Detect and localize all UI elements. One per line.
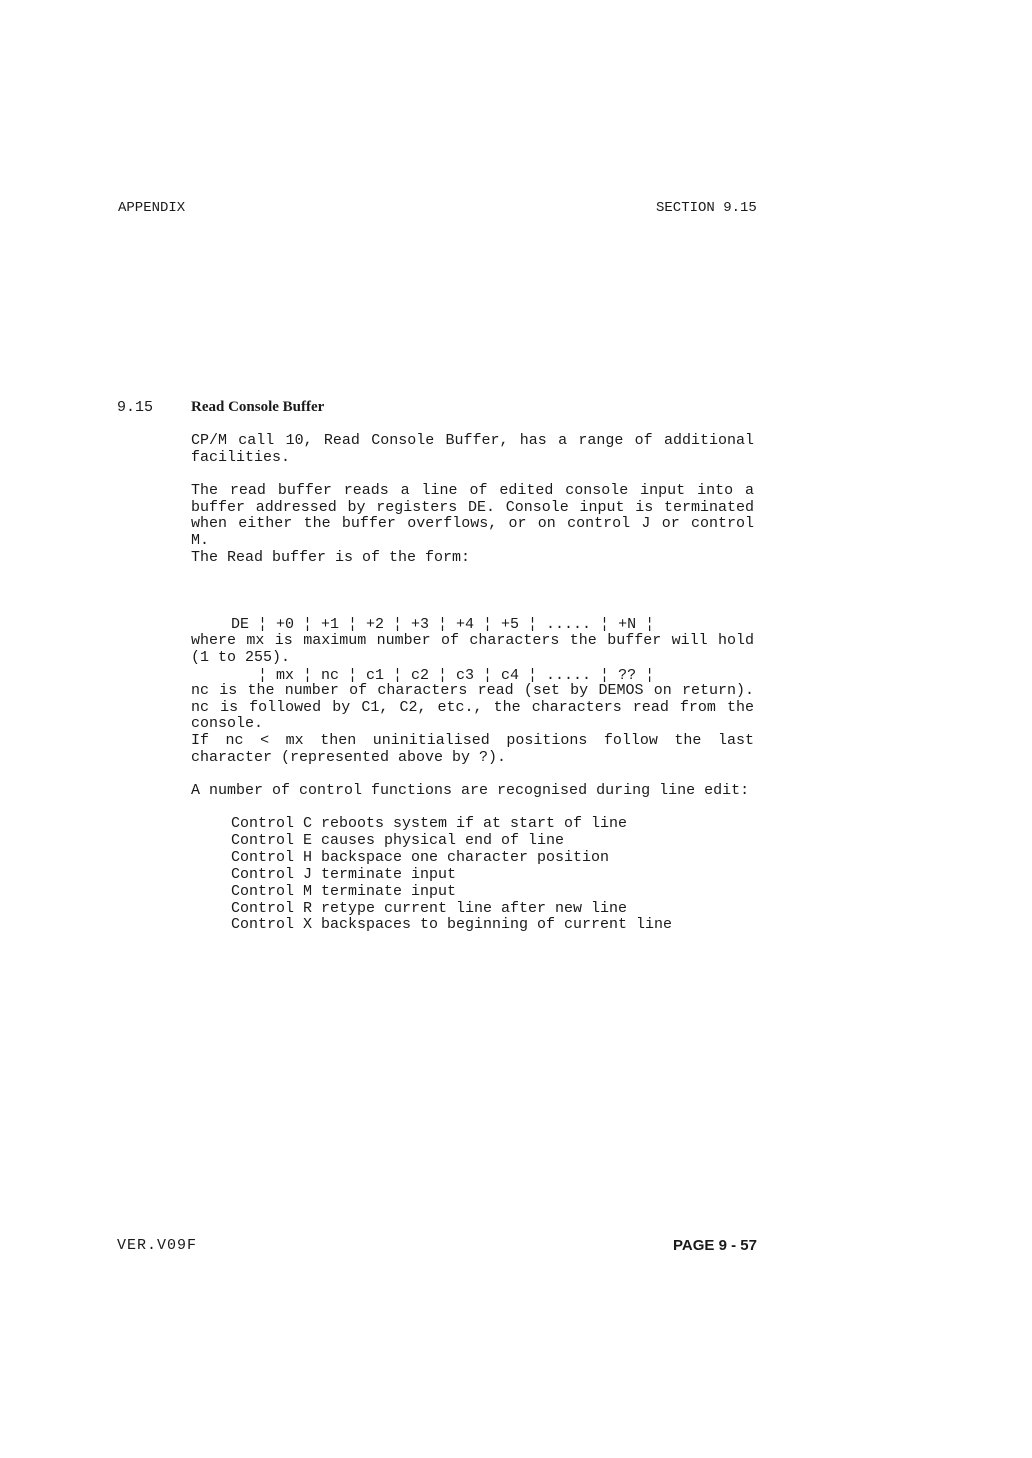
paragraph-uninitialised: If nc < mx then uninitialised positions follow the last character (represented above by ?). (191, 732, 754, 766)
header-right: SECTION 9.15 (656, 200, 757, 216)
control-key: Control R (231, 899, 313, 917)
control-key: Control C (231, 815, 313, 832)
control-desc: terminate input (321, 865, 457, 883)
header-left: APPENDIX (118, 200, 186, 216)
list-item (231, 833, 672, 850)
control-functions-list (231, 816, 672, 934)
control-desc: causes physical end of line (321, 831, 565, 849)
list-item (231, 901, 672, 918)
list-item (231, 917, 672, 934)
control-key: Control E (231, 831, 313, 849)
paragraph-read-buffer: The read buffer reads a line of edited console input into a buffer addressed by registers DE. Console input is terminated when either the buffer overflows, or on control J or control M. (191, 482, 754, 550)
control-key: Control X (231, 916, 313, 934)
control-desc: backspace one character position (321, 848, 610, 866)
buffer-table-fields: ¦ mx ¦ nc ¦ c1 ¦ c2 ¦ c3 ¦ c4 ¦ ..... ¦ ?? ¦ (231, 666, 655, 684)
footer-version: VER.V09F (117, 1237, 198, 1254)
control-desc: terminate input (321, 882, 457, 900)
section-title: Read Console Buffer (191, 399, 325, 415)
buffer-table-offsets: DE ¦ +0 ¦ +1 ¦ +2 ¦ +3 ¦ +4 ¦ +5 ¦ ..... ¦ +N ¦ (231, 616, 655, 634)
control-key: Control J (231, 865, 313, 883)
list-item (231, 816, 672, 833)
list-item (231, 850, 672, 867)
footer-page-number: PAGE 9 - 57 (673, 1237, 757, 1254)
paragraph-controls-intro: A number of control functions are recognised during line edit: (191, 782, 750, 799)
control-desc: retype current line after new line (321, 899, 628, 917)
section-number: 9.15 (117, 399, 154, 416)
paragraph-intro: CP/M call 10, Read Console Buffer, has a range of additional facilities. (191, 432, 754, 466)
list-item (231, 867, 672, 884)
list-item (231, 884, 672, 901)
paragraph-mx: where mx is maximum number of characters the buffer will hold (1 to 255). (191, 632, 754, 666)
paragraph-nc: nc is the number of characters read (set by DEMOS on return). nc is followed by C1, C2, etc., the characters read from the console. (191, 682, 754, 733)
control-desc: backspaces to beginning of current line (321, 916, 673, 934)
control-key: Control M (231, 882, 313, 900)
control-desc: reboots system if at start of line (321, 815, 628, 832)
paragraph-form: The Read buffer is of the form: (191, 549, 471, 566)
control-key: Control H (231, 848, 313, 866)
